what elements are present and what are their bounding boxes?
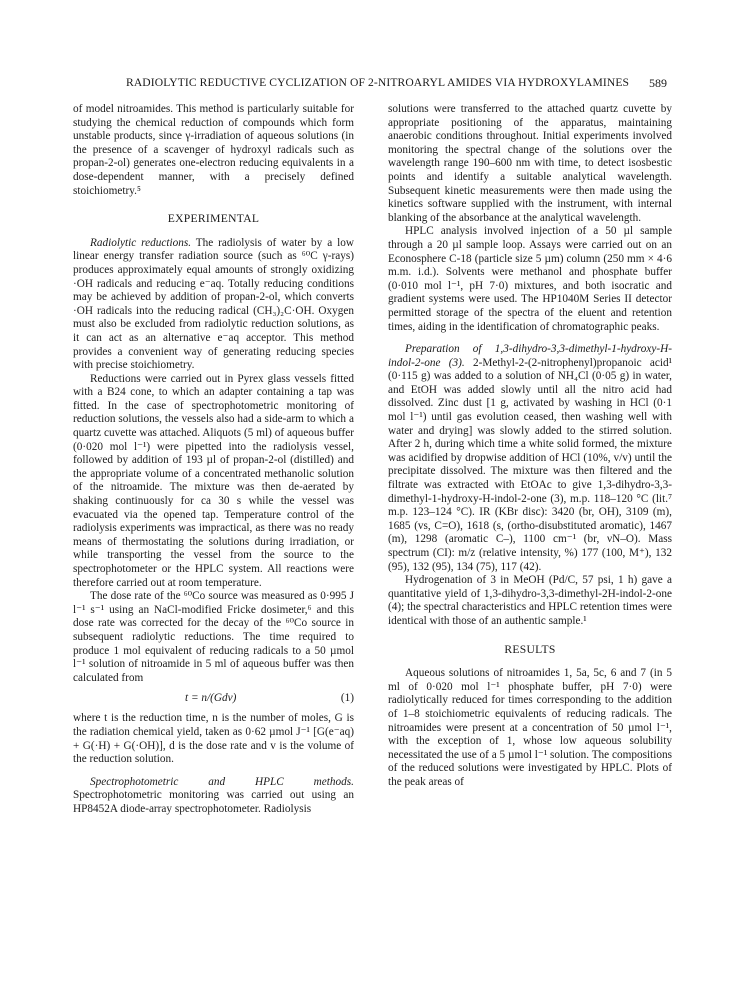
preparation-text: 2-Methyl-2-(2-nitrophenyl)propanoic acid¹ (0·115 g) was added to a solution of NH₄Cl (0·05 g) in water, and EtOH was added slowly until all the nitro acid had dissolved. Zinc dust [1 g, activated by washing in HCl (0·1 mol l⁻¹) until gas evolution ceased, then washing well with water and drying] was slowly added to the stirred solution. After 2 h, during which time a white solid formed, the mixture was acidified by dropwise addition of HCl (10%, v/v) until the precipitate dissolved. The mixture was then filtered and the filtrate was extracted with EtOAc to give 1,3-dihydro-3,3-dimethyl-1-hydroxy-H-indol-2-one (3), m.p. 118–120 °C (lit.⁷ m.p. 123–124 °C). IR (KBr disc): 3420 (br, OH), 3109 (m), 1685 (vs, C=O), 1618 (s, (ortho-disubstituted aromatic), 1467 (m), 1298 (aromatic C–), 1100 cm⁻¹ (br, νN–O). Mass spectrum (CI): m/z (relative intensity, %) 177 (100, M⁺), 132 (95), 132 (95), 134 (75), 117 (42).: [388, 356, 673, 573]
spectro-text: Spectrophotometric monitoring was carried out using an HP8452A diode-array spectrophotometer. Radiolysis: [73, 789, 354, 815]
radiolytic-paragraph: [73, 237, 354, 373]
left-column: [73, 103, 354, 817]
experimental-heading: EXPERIMENTAL: [167, 212, 260, 226]
equation-1: [73, 689, 354, 709]
results-paragraph: Aqueous solutions of nitroamides 1, 5a, 5c, 6 and 7 (in 5 ml of 0·020 mol l⁻¹ phosphate buffer, pH 7·0) were radiolytically reduced for times corresponding to the addition of 1–8 stoichiometric equivalents of reducing radicals. The nitroamides were present at a concentration of 50 µmol l⁻¹, with the exception of 1, whose low aqueous solubility necessitated the use of a 5 µmol l⁻¹ solution. The compositions of the reduced solutions were investigated by HPLC. Plots of the peak areas of: [388, 667, 672, 788]
continued-paragraph: solutions were transferred to the attached quartz cuvette by appropriate positioning of the apparatus, maintaining anaerobic conditions throughout. Initial experiments involved monitoring the spectral change of the solutions over the wavelength range 190–600 nm with time, to detect isosbestic points and identify a suitable analytical wavelength. Subsequent kinetic measurements were then made using the kinetics software supplied with the instrument, with internal blanking of the absorbance at the analytical wavelength.: [388, 103, 672, 224]
spectro-paragraph: [73, 776, 354, 817]
radiolytic-subheading: Radiolytic reductions.: [90, 236, 192, 249]
running-title: RADIOLYTIC REDUCTIVE CYCLIZATION OF 2-NITROARYL AMIDES VIA HYDROXYLAMINES: [126, 76, 630, 89]
preparation-paragraph: [388, 343, 672, 574]
right-column: [388, 103, 672, 790]
hydrogenation-paragraph: Hydrogenation of 3 in MeOH (Pd/C, 57 psi, 1 h) gave a quantitative yield of 1,3-dihydro-3,3-dimethyl-2H-indol-2-one (4); the spectral characteristics and HPLC retention times were identical with those of an authentic sample.¹: [388, 574, 672, 627]
radiolytic-text: The radiolysis of water by a low linear energy transfer radiation source (such as ⁶⁰C γ-rays) produces approximately equal amounts of strongly oxidizing ·OH radicals and reducing e⁻aq. Totally reducing conditions may be achieved by addition of propan-2-ol, which converts ·OH radicals into the reducing radical (CH₃)₂C·OH. Oxygen must also be excluded from radiolytic reduction solutions, as it can act as an alternative e⁻aq acceptor. This method provides a convenient way of generating reducing species with precise stoichiometry.: [73, 236, 354, 372]
preparation-subheading: Preparation of 1,3-dihydro-3,3-dimethyl-1-hydroxy-H-indol-2-one (3).: [388, 343, 672, 369]
spectro-subheading: Spectrophotometric and HPLC methods.: [90, 775, 354, 788]
results-heading: RESULTS: [504, 642, 556, 656]
equation-body: t = n/(Gdv): [185, 692, 237, 705]
page-number: 589: [649, 76, 667, 90]
dose-paragraph: The dose rate of the ⁶⁰Co source was measured as 0·995 J l⁻¹ s⁻¹ using an NaCl-modified Fricke dosimeter,⁶ and this dose rate was corrected for the decay of the ⁶⁰Co source in subsequent radiolytic reductions. The time required to produce 1 mol equivalent of reducing radicals to a 50 µmol l⁻¹ solution of nitroamide in 5 ml of aqueous buffer was then calculated from: [73, 590, 354, 684]
where-paragraph: where t is the reduction time, n is the number of moles, G is the radiation chemical yield, taken as 0·62 µmol J⁻¹ [G(e⁻aq) + G(·H) + G(·OH)], d is the dose rate and v is the volume of the reduction solution.: [73, 712, 354, 766]
reductions-paragraph: Reductions were carried out in Pyrex glass vessels fitted with a B24 cone, to which an adapter containing a tap was fitted. In the case of spectrophotometric monitoring of reduction solutions, the vessels also had a side-arm to which a quartz cuvette was attached. Aliquots (5 ml) of aqueous buffer (0·020 mol l⁻¹) were pipetted into the radiolysis vessel, followed by addition of 193 µl of propan-2-ol (distilled) and the appropriate volume of a concentrated methanolic solution of the nitroamide. The mixture was then de-aerated by shaking continuously for ca 30 s while the vessel was evacuated via the opened tap. Temperature control of the radiolysis experiments was impractical, as there was no ready means of thermostating the solutions during irradiation, or while transporting the vessel from the source to the spectrophotometer or the HPLC system. All reactions were therefore carried out at room temperature.: [73, 372, 354, 589]
hplc-paragraph: HPLC analysis involved injection of a 50 µl sample through a 20 µl sample loop. Assays were carried out on an Econosphere C-18 (particle size 5 µm) column (250 mm × 4·6 m.m. i.d.). Solvents were methanol and phosphate buffer (0·010 mol l⁻¹, pH 7·0) mixtures, and both isocratic and gradient systems were used. The HP1040M Series II detector permitted storage of the spectra of the eluent and retention times, aiding in the identification of chromatographic peaks.: [388, 225, 672, 333]
intro-paragraph: of model nitroamides. This method is particularly suitable for studying the chemical reduction of compounds which form unstable products, since γ-irradiation of aqueous solutions (in the presence of a scavenger of hydroxyl radicals such as propan-2-ol) generates one-electron reducing equivalents in a dose-dependent manner, with a precisely defined stoichiometry.⁵: [73, 103, 354, 197]
equation-number: (1): [340, 692, 354, 705]
